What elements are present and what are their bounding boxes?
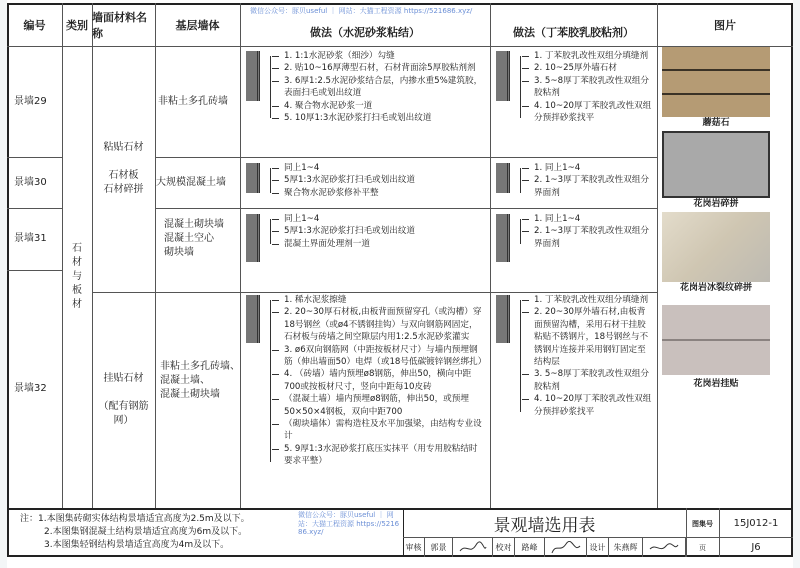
picture-granite-hanging — [662, 305, 770, 375]
header-method-cement: 做法（水泥砂浆粘结） — [310, 25, 420, 39]
method-step: 5. 10厚1:3水泥砂浆打扫毛或划出纹道 — [272, 112, 484, 124]
method-step: （砌块墙体）需构造柱及水平加强梁，由结构专业设计 — [272, 418, 484, 443]
method-step: 5. 9厚1:3水泥砂浆打底压实抹平（用专用胶粘结时要求平整） — [272, 443, 484, 468]
bracket-line — [520, 300, 521, 412]
method-list — [272, 162, 484, 199]
method-step: 3. 6厚1:2.5水泥砂浆结合层，内掺水重5%建筑胶，表面扫毛或划出纹道 — [272, 75, 484, 100]
method-list — [272, 213, 484, 250]
designer-name: 朱燕辉 — [609, 538, 643, 557]
watermark: 微信公众号：豚贝useful ｜ 网站：大猫工程资源 https://521686.xyz/ — [298, 511, 400, 536]
base-wall: 大规模混凝土墙 — [156, 176, 226, 188]
method-step: 2. 20~30厚外墙石材,由板背面预留沟槽，采用石材干挂胶粘贴不锈钢片，18号钢丝与不锈钢片连接并采用钢钉固定至结构层 — [522, 306, 652, 368]
method-list — [522, 50, 652, 124]
base-wall: 混凝土砌块墙 混凝土空心 砌块墙 — [164, 219, 224, 258]
method-list — [272, 294, 487, 468]
check-label: 校对 — [493, 538, 515, 557]
material-paste: 粘贴石材 石材板 石材碎拼 — [103, 142, 144, 195]
adjacent-page-left — [0, 0, 7, 568]
method-list — [522, 213, 652, 250]
header-id: 编号 — [23, 18, 46, 32]
method-step: 1. 1:1水泥砂浆（细沙）勾缝 — [272, 50, 484, 62]
header-method-sbr: 做法（丁苯胶乳胶粘剂） — [513, 25, 634, 39]
method-step: 4. 聚合物水泥砂浆一道 — [272, 100, 484, 112]
method-step: 同上1~4 — [272, 162, 484, 174]
method-step: 混凝土界面处理剂一道 — [272, 238, 484, 250]
method-list — [522, 162, 652, 199]
method-step: 聚合物水泥砂浆修补平整 — [272, 187, 484, 199]
method-step: 2. 1~3厚丁苯胶乳改性双组分界面剂 — [522, 174, 652, 199]
header-category: 类别 — [66, 18, 88, 32]
method-step: 5厚1:3水泥砂浆打扫毛或划出纹道 — [272, 225, 484, 237]
method-step: 3. 5~8厚丁苯胶乳改性双组分胶粘剂 — [522, 75, 652, 100]
method-step: 1. 丁苯胶乳改性双组分填缝剂 — [522, 294, 652, 306]
wall-section-icon — [496, 295, 510, 343]
wall-section-icon — [246, 214, 260, 262]
method-step: 1. 同上1~4 — [522, 162, 652, 174]
checker-signature — [545, 538, 587, 557]
wall-section-icon — [496, 51, 510, 101]
bracket-line — [520, 219, 521, 244]
wall-section-icon — [246, 51, 260, 101]
bracket-line — [270, 219, 271, 244]
checker-name: 路峰 — [515, 538, 545, 557]
note: 3.本图集轻钢结构景墙适宜高度为4m及以下。 — [44, 540, 230, 550]
method-step: 2. 贴10~16厚薄型石材，石材背面涂5厚胶粘剂剂 — [272, 62, 484, 74]
row-id: 景墙31 — [14, 233, 47, 244]
wall-section-icon — [496, 163, 510, 193]
adjacent-page-right — [793, 0, 800, 568]
bracket-line — [270, 168, 271, 193]
method-list — [522, 294, 652, 418]
grid-line — [657, 3, 658, 508]
page-label: 页 — [699, 543, 706, 552]
reviewer-signature — [453, 538, 493, 557]
bracket-line — [520, 168, 521, 193]
material-hang: 挂贴石材 （配有钢筋网） — [98, 373, 149, 426]
row-id: 景墙32 — [14, 383, 47, 394]
page-number: J6 — [751, 542, 761, 553]
header-material: 墙面材料名称 — [92, 10, 147, 40]
reviewer-name: 郭景 — [425, 538, 453, 557]
grid-line — [490, 3, 491, 508]
picture-mushroom-stone — [662, 47, 770, 117]
picture-caption: 花岗岩挂贴 — [693, 379, 739, 389]
picture-caption: 花岗岩冰裂纹碎拼 — [679, 283, 752, 293]
method-list — [272, 50, 484, 124]
method-step: （混凝土墙）墙内预埋ø8钢筋，伸出50，或预埋50×50×4钢板，双向中距700 — [272, 393, 484, 418]
method-step: 4. 10~20厚丁苯胶乳改性双组分预拌砂浆找平 — [522, 100, 652, 125]
review-label: 审核 — [403, 538, 425, 557]
atlas-number: 15J012-1 — [733, 518, 779, 529]
base-wall: 非粘土多孔砖墙、 混凝土墙、 混凝土砌块墙 — [160, 361, 240, 400]
category: 石 材 与 板 材 — [72, 243, 82, 310]
bracket-line — [270, 300, 271, 462]
note: 2.本图集钢混凝土结构景墙适宜高度为6m及以下。 — [44, 527, 248, 537]
method-step: 2. 1~3厚丁苯胶乳改性双组分界面剂 — [522, 225, 652, 250]
method-step: 4. （砖墙）墙内预埋ø8钢筋，伸出50，横向中距700或按板材尺寸，竖向中距每10皮砖 — [272, 368, 484, 393]
grid-line — [240, 3, 241, 508]
watermark: 微信公众号：豚贝useful ｜ 网站：大猫工程资源 https://521686.xyz/ — [250, 7, 473, 15]
row-id: 景墙30 — [14, 176, 47, 188]
method-step: 1. 丁苯胶乳改性双组分填缝剂 — [522, 50, 652, 62]
atlas-label: 图集号 — [692, 519, 713, 528]
wall-section-icon — [496, 214, 510, 262]
picture-granite-ice-crack — [662, 212, 770, 282]
notes — [20, 513, 250, 552]
method-step: 2. 20~30厚石材板,由板背面预留穿孔（或沟槽）穿18号钢丝（或ø4不锈钢挂钩）与双向钢筋网固定，石材板与砖墙之间空隙层内用1:2.5水泥砂浆灌实 — [272, 306, 484, 343]
signature-row — [403, 538, 686, 557]
method-step: 5厚1:3水泥砂浆打扫毛或划出纹道 — [272, 174, 484, 186]
base-wall: 非粘土多孔砖墙 — [158, 95, 228, 107]
header-picture: 图片 — [714, 18, 736, 32]
method-step: 3. 5~8厚丁苯胶乳改性双组分胶粘剂 — [522, 368, 652, 393]
method-step: 2. 10~25厚外墙石材 — [522, 62, 652, 74]
design-label: 设计 — [587, 538, 609, 557]
drawing-title: 景观墙选用表 — [493, 516, 596, 536]
method-step: 3. ø6双向钢筋网（中距按板材尺寸）与墙内预埋钢筋（伸出墙面50）电焊（或18号低碳镀锌钢丝绑扎） — [272, 344, 484, 369]
picture-caption: 花岗岩碎拼 — [693, 199, 739, 209]
picture-caption: 蘑菇石 — [702, 118, 730, 128]
grid-line — [155, 3, 156, 508]
row-id: 景墙29 — [14, 95, 47, 107]
wall-section-icon — [246, 295, 260, 343]
bracket-line — [270, 56, 271, 118]
picture-granite-crazy-paving — [662, 131, 770, 198]
header-base-wall: 基层墙体 — [175, 18, 220, 32]
method-step: 1. 稀水泥浆擦缝 — [272, 294, 484, 306]
note: 注：1.本图集砖砌实体结构景墙适宜高度为2.5m及以下。 — [20, 514, 250, 524]
bracket-line — [520, 56, 521, 118]
designer-signature — [643, 538, 686, 557]
method-step: 同上1~4 — [272, 213, 484, 225]
wall-section-icon — [246, 163, 260, 193]
method-step: 1. 同上1~4 — [522, 213, 652, 225]
method-step: 4. 10~20厚丁苯胶乳改性双组分预拌砂浆找平 — [522, 393, 652, 418]
